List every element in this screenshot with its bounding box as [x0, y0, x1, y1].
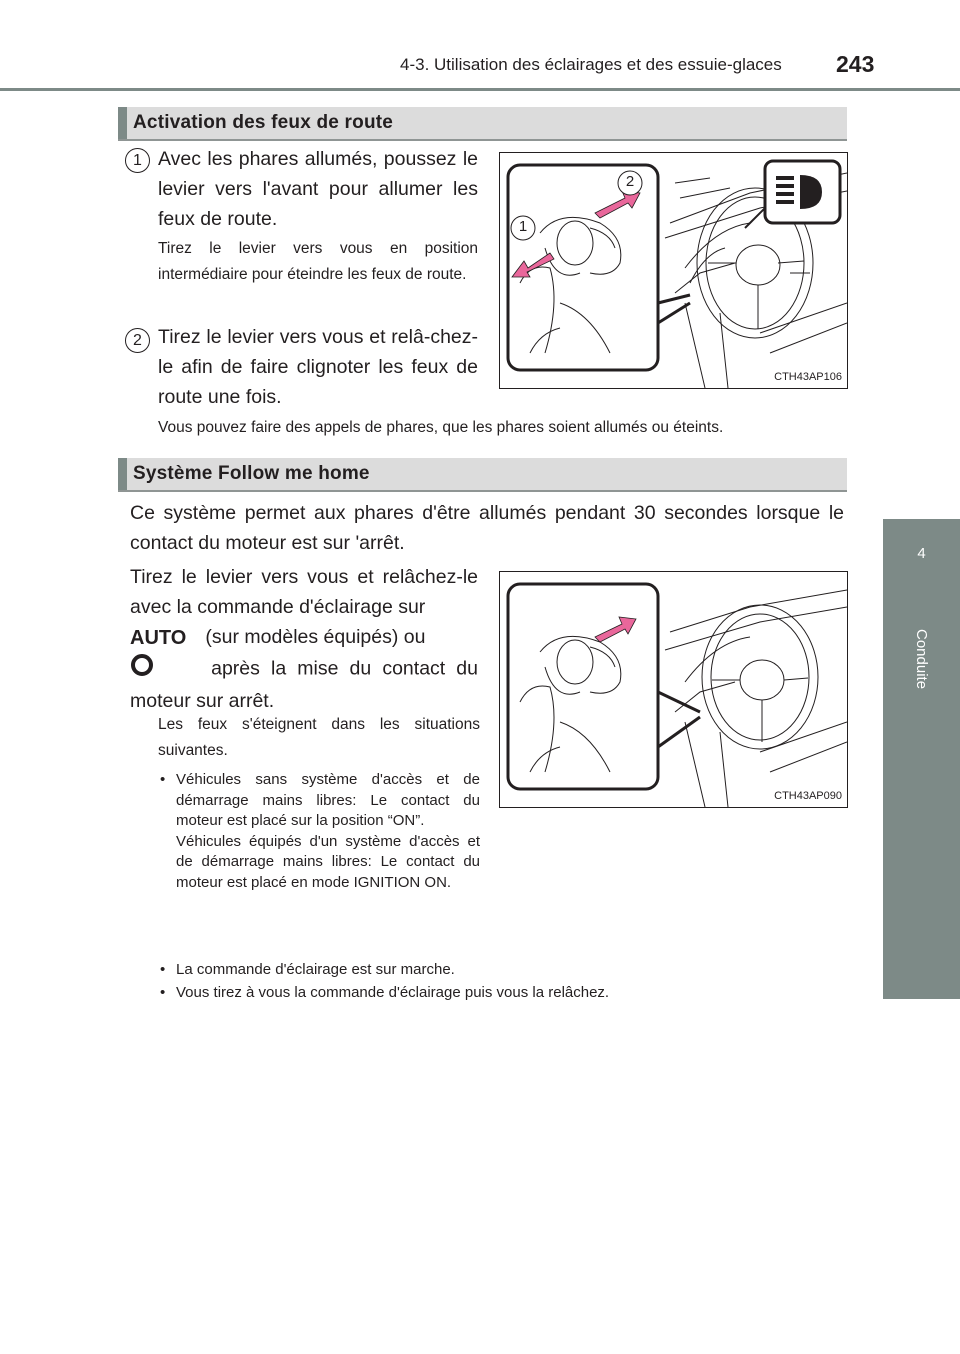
bullet-list-continued [158, 960, 858, 1003]
header-rule [0, 88, 960, 91]
chapter-tab [883, 519, 960, 999]
step-2-text: Tirez le levier vers vous et relâ-chez-le afin de faire clignoter les feux de route une fois. [158, 326, 478, 408]
instruction-part-2: (sur modèles équipés) ou [205, 626, 426, 648]
page-number: 243 [836, 51, 875, 77]
auto-label: AUTO [130, 626, 187, 649]
lever-pull-illustration [500, 572, 847, 807]
list-item: • La commande d'éclairage est sur marche. [158, 960, 858, 981]
figure-high-beam-lever [499, 152, 848, 389]
headlight-off-icon [130, 653, 200, 686]
follow-me-instruction [130, 562, 478, 716]
instruction-part-3: après la mise du contact du moteur sur arrêt. [130, 657, 478, 712]
section-title: Activation des feux de route [133, 112, 394, 133]
bullet-list [158, 770, 480, 893]
section-header-bar [118, 458, 127, 490]
header-title: 4-3. Utilisation des éclairages et des essuie-glaces [400, 55, 782, 74]
bullet-1-text-b: Véhicules équipés d'un système d'accès et de démarrage mains libres: Le contact du moteur est placé en mode IGNITION ON. [176, 832, 480, 891]
lever-illustration [500, 153, 847, 388]
section-header-follow-me-home [118, 458, 847, 492]
step-1-text: Avec les phares allumés, poussez le levier vers l'avant pour allumer les feux de route. [158, 148, 478, 230]
callout-2: 2 [625, 173, 635, 190]
step-1-note: Tirez le levier vers vous en position intermédiaire pour éteindre les feux de route. [158, 240, 478, 283]
list-item: • Vous tirez à vous la commande d'éclairage puis vous la relâchez. [158, 983, 858, 1004]
step-number-2: 2 [125, 328, 150, 353]
callout-1: 1 [518, 218, 528, 235]
section-1-note: Vous pouvez faire des appels de phares, que les phares soient allumés ou éteints. [158, 419, 724, 436]
figure-code: CTH43AP106 [774, 371, 842, 383]
section-2-intro: Ce système permet aux phares d'être allumés pendant 30 secondes lorsque le contact du moteur est sur 'arrêt. [130, 502, 844, 554]
bullet-2-text: La commande d'éclairage est sur marche. [176, 961, 455, 978]
section-header-bar [118, 107, 127, 139]
section-header-high-beam [118, 107, 847, 141]
list-item: • Véhicules sans système d'accès et de démarrage mains libres: Le contact du moteur est placé sur la position “ON”. Véhicules équipés d'un système d'accès et de démarrage mains libres: Le contact du moteur est placé en mode IGNITION ON. [158, 770, 480, 893]
figure-follow-me-home [499, 571, 848, 808]
conditions-intro: Les feux s'éteignent dans les situations suivantes. [158, 716, 480, 759]
bullet-3-text: Vous tirez à vous la commande d'éclairage puis vous la relâchez. [176, 983, 610, 1001]
bullet-1-text-a: Véhicules sans système d'accès et de démarrage mains libres: Le contact du moteur est placé sur la position “ON”. [176, 771, 480, 829]
chapter-number: 4 [917, 545, 926, 562]
chapter-label: Conduite [913, 629, 930, 690]
step-number-1: 1 [125, 148, 150, 173]
instruction-part-1: Tirez le levier vers vous et relâchez-le avec la commande d'éclairage sur [130, 566, 478, 618]
section-title: Système Follow me home [133, 463, 370, 484]
figure-code: CTH43AP090 [774, 790, 842, 802]
